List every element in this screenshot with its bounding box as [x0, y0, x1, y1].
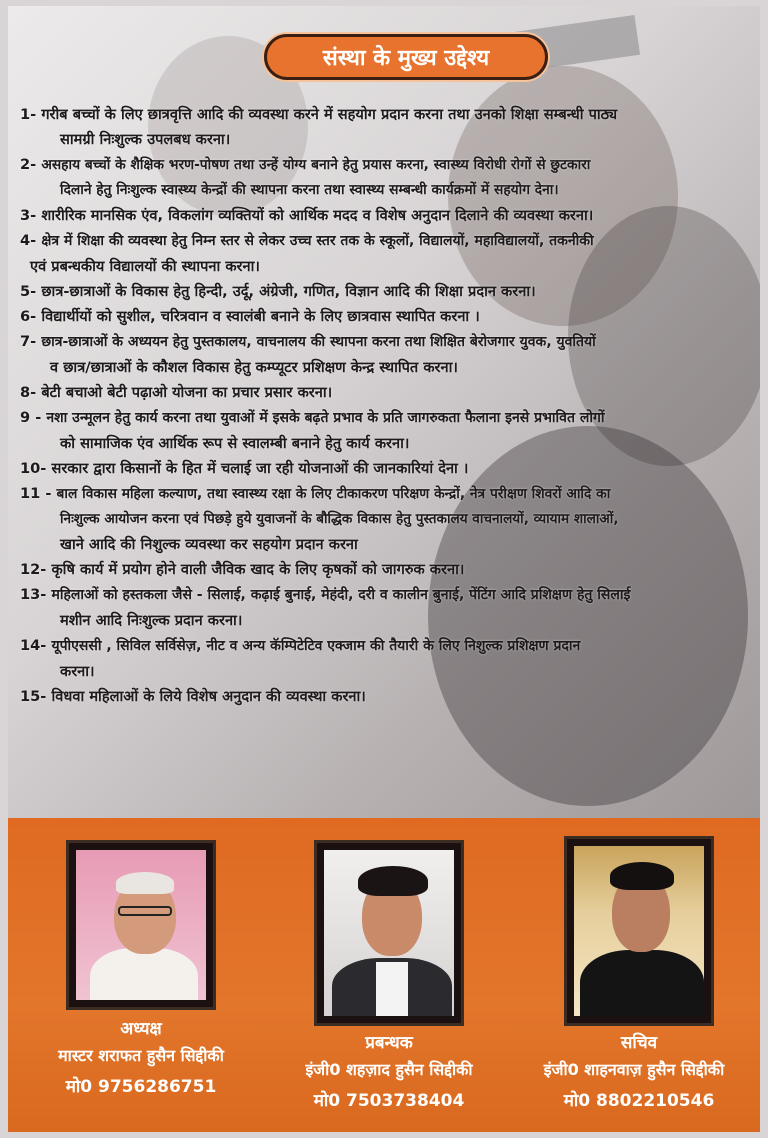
secretary-role: सचिव	[620, 1033, 658, 1053]
secretary-name: इंजी0 शाहनवाज़ हुसैन सिद्दीकी	[543, 1060, 725, 1079]
president-figure	[90, 948, 198, 1000]
objectives-list	[20, 102, 752, 709]
manager-photo	[314, 840, 464, 1026]
title-banner	[264, 34, 548, 82]
objective-text: छात्र-छात्राओं के अध्ययन हेतु पुस्तकालय, वाचनालय की स्थापना करना तथा शिक्षित बेरोजगार युवक, युवतियों	[41, 334, 596, 350]
objective-text: क्षेत्र में शिक्षा की व्यवस्था हेतु निम्न स्तर से लेकर उच्च स्तर तक के स्कूलों, विद्यालयों, महाविद्यालयों, तकनीकी	[41, 233, 594, 249]
poster	[8, 6, 760, 1132]
manager-role: प्रबन्धक	[365, 1033, 413, 1053]
objective-item	[20, 304, 752, 329]
objective-text: बेटी बचाओ बेटी पढ़ाओ योजना का प्रचार प्रसार करना।	[41, 384, 333, 401]
poster-title: संस्था के मुख्य उद्देश्य	[264, 34, 548, 80]
objective-continuation: व छात्र/छात्राओं के कौशल विकास हेतु कम्प्यूटर प्रशिक्षण केन्द्र स्थापित करना।	[50, 359, 458, 376]
objective-item	[20, 152, 752, 203]
objective-item	[20, 279, 752, 304]
objective-number: 9 -	[20, 409, 42, 426]
objective-number: 12-	[20, 561, 47, 578]
objective-text: नशा उन्मूलन हेतु कार्य करना तथा युवाओं में इसके बढ़ते प्रभाव के प्रति जागरुकता फैलाना इनसे प्रभावित लोगों	[46, 410, 605, 426]
objective-item	[20, 380, 752, 405]
president-hair	[116, 872, 174, 894]
objective-item	[20, 102, 752, 152]
objective-text: यूपीएससी , सिविल सर्विसेज़, नीट व अन्य कॅम्पिटेटिव एक्जाम की तैयारी के लिए निशुल्क प्रशिक्षण प्रदान	[51, 638, 581, 654]
objective-item	[20, 684, 752, 709]
objective-text: शारीरिक मानसिक एंव, विकलांग व्यक्तियों को आर्थिक मदद व विशेष अनुदान दिलाने की व्यवस्था करना।	[41, 207, 594, 224]
objective-number: 7-	[20, 333, 37, 350]
objective-continuation: एवं प्रबन्धकीय विद्यालयों की स्थापना करना।	[30, 258, 260, 275]
objective-text: सरकार द्वारा किसानों के हित में चलाई जा रही योजनाओं की जानकारियां देना ।	[51, 460, 469, 477]
objective-text: गरीब बच्चों के लिए छात्रवृत्ति आदि की व्यवस्था करने में सहयोग प्रदान करना तथा उनको शिक्षा सम्बन्धी पाठ्य	[41, 106, 618, 123]
objective-continuation: दिलाने हेतु निःशुल्क स्वास्थ्य केन्द्रों की स्थापना करना तथा स्वास्थ्य सम्बन्धी कार्यक्रमों में सहयोग देना।	[60, 182, 559, 198]
president-name: मास्टर शराफत हुसैन सिद्दीकी	[58, 1046, 224, 1065]
objective-item	[20, 228, 752, 279]
manager-hair	[358, 866, 428, 896]
president-phone: मो0 9756286751	[65, 1077, 217, 1097]
objective-item	[20, 582, 752, 633]
secretary-phone: मो0 8802210546	[563, 1091, 715, 1111]
objective-text: बाल विकास महिला कल्याण, तथा स्वास्थ्य रक्षा के लिए टीकाकरण परिक्षण केन्द्रों, नेत्र परीक्षण शिवरों आदि का	[56, 486, 611, 502]
secretary-photo	[564, 836, 714, 1026]
objective-continuation: करना।	[60, 663, 95, 680]
objective-item	[20, 633, 752, 684]
objective-continuation: को सामाजिक एंव आर्थिक रूप से स्वालम्बी बनाने हेतु कार्य करना।	[60, 435, 410, 452]
president-photo	[66, 840, 216, 1010]
objective-number: 4-	[20, 232, 37, 249]
objective-text: विधवा महिलाओं के लिये विशेष अनुदान की व्यवस्था करना।	[51, 688, 366, 705]
objective-number: 15-	[20, 688, 47, 705]
objective-item	[20, 481, 752, 557]
objective-text: महिलाओं को हस्तकला जैसे - सिलाई, कढ़ाई बुनाई, मेहंदी, दरी व कालीन बुनाई, पेंटिंग आदि प्रशिक्षण हेतु सिलाई	[51, 587, 631, 603]
objective-number: 5-	[20, 283, 37, 300]
objective-number: 10-	[20, 460, 47, 477]
objective-number: 14-	[20, 637, 47, 654]
manager-collar	[376, 962, 408, 1016]
objective-continuation: सामग्री निःशुल्क उपलबध करना।	[60, 131, 231, 148]
objective-number: 6-	[20, 308, 37, 325]
objective-text: कृषि कार्य में प्रयोग होने वाली जैविक खाद के लिए कृषकों को जागरुक करना।	[51, 561, 465, 578]
secretary-hair	[610, 862, 674, 890]
objective-item	[20, 456, 752, 481]
objective-text: असहाय बच्चों के शैक्षिक भरण-पोषण तथा उन्हें योग्य बनाने हेतु प्रयास करना, स्वास्थ्य विरोधी रोगों से छुटकारा	[41, 157, 591, 173]
glasses-icon	[118, 906, 172, 916]
objective-item	[20, 557, 752, 582]
objective-number: 2-	[20, 156, 37, 173]
objective-item	[20, 203, 752, 228]
objective-item	[20, 405, 752, 456]
objective-continuation: निःशुल्क आयोजन करना एवं पिछड़े हुये युवाजनों के बौद्धिक विकास हेतु पुस्तकालय वाचनालयों, व्यायाम शालाओं,	[60, 511, 619, 527]
objective-item	[20, 329, 752, 380]
objective-continuation: खाने आदि की निशुल्क व्यवस्था कर सहयोग प्रदान करना	[60, 536, 358, 553]
manager-name: इंजी0 शहज़ाद हुसैन सिद्दीकी	[305, 1060, 473, 1079]
president-role: अध्यक्ष	[120, 1019, 162, 1039]
objective-number: 3-	[20, 207, 37, 224]
objective-number: 8-	[20, 384, 37, 401]
objective-continuation: मशीन आदि निःशुल्क प्रदान करना।	[60, 612, 243, 629]
objective-number: 11 -	[20, 485, 52, 502]
objective-number: 1-	[20, 106, 37, 123]
objective-text: छात्र-छात्राओं के विकास हेतु हिन्दी, उर्दू, अंग्रेजी, गणित, विज्ञान आदि की शिक्षा प्रदान करना।	[41, 283, 536, 300]
objective-number: 13-	[20, 586, 47, 603]
secretary-figure	[580, 950, 704, 1016]
manager-phone: मो0 7503738404	[313, 1091, 465, 1111]
members-section	[8, 818, 760, 1132]
objective-text: विद्यार्थीयों को सुशील, चरित्रवान व स्वालंबी बनाने के लिए छात्रवास स्थापित करना ।	[41, 308, 480, 325]
